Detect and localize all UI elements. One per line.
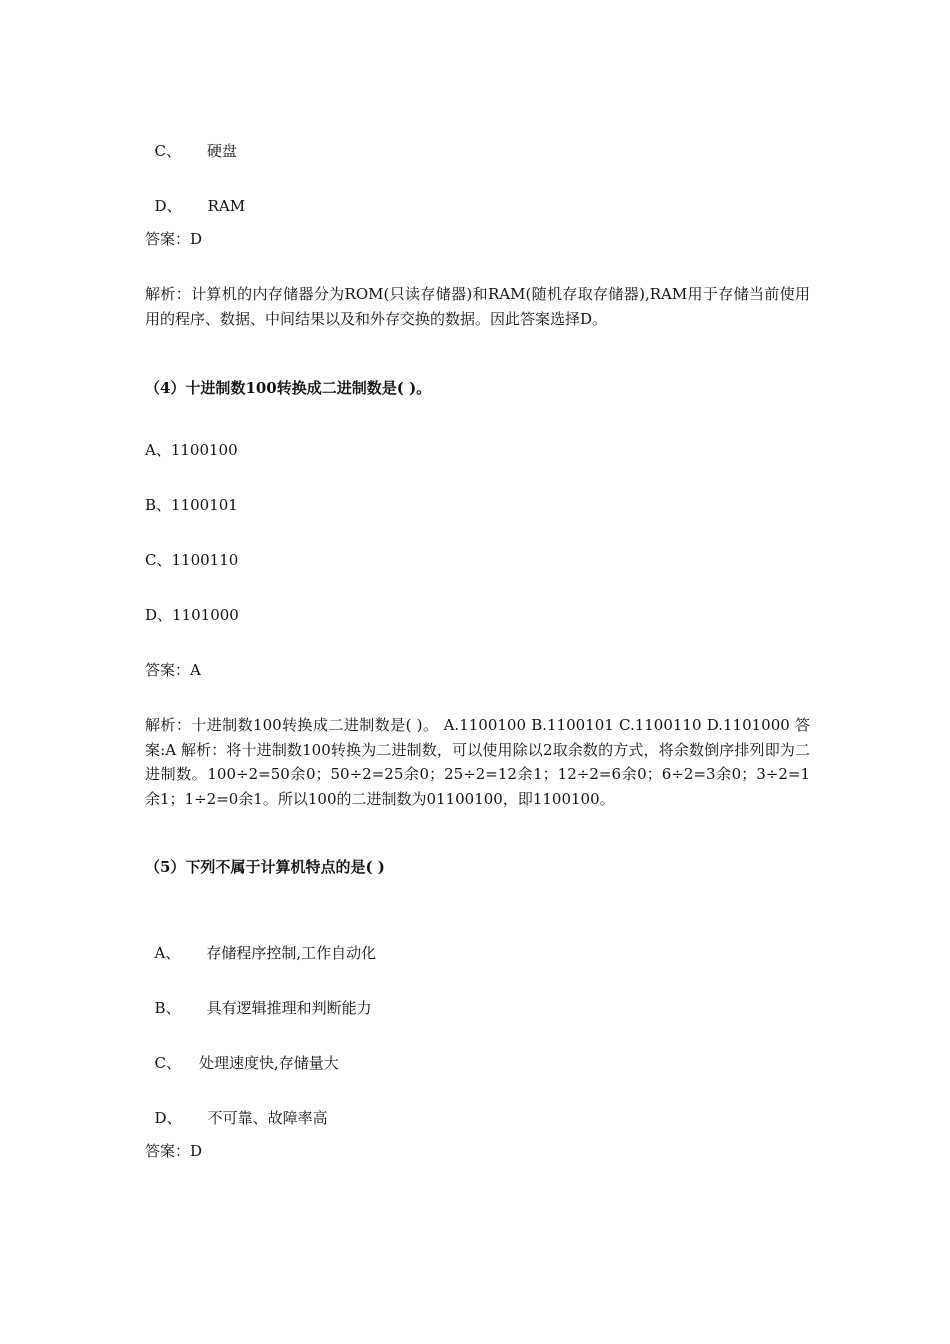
q5-option-c <box>145 1030 339 1074</box>
option-text: 处理速度快,存储量大 <box>199 1054 339 1072</box>
option-text: 不可靠、故障率高 <box>207 1109 328 1127</box>
option-label: C、 <box>154 142 182 160</box>
q4-option-c: C、1100110 <box>145 551 239 569</box>
q5-option-a <box>145 920 376 964</box>
q5-answer: 答案：D <box>145 1142 203 1160</box>
option-text: 硬盘 <box>207 142 238 160</box>
option-label: C、 <box>154 1054 182 1072</box>
q3-explanation: 解析：计算机的内存储器分为ROM(只读存储器)和RAM(随机存取存储器),RAM用于存储当前使用用的程序、数据、中间结果以及和外存交换的数据。因此答案选择D。 <box>145 285 810 328</box>
q3-option-c <box>145 118 237 162</box>
q5-option-b <box>145 975 372 1019</box>
q4-option-b: B、1100101 <box>145 496 238 514</box>
option-label: A、 <box>154 944 181 962</box>
option-text: 具有逻辑推理和判断能力 <box>206 999 372 1017</box>
option-label: D、 <box>154 1109 182 1127</box>
option-text: RAM <box>207 197 246 215</box>
q4-answer: 答案：A <box>145 661 201 679</box>
option-text: 存储程序控制,工作自动化 <box>206 944 377 962</box>
option-label: B、 <box>154 999 181 1017</box>
q3-answer: 答案：D <box>145 230 203 248</box>
q4-option-d: D、1101000 <box>145 606 239 624</box>
option-label: D、 <box>154 197 182 215</box>
q4-title: （4）十进制数100转换成二进制数是( )。 <box>145 379 432 397</box>
q4-option-a: A、1100100 <box>145 441 238 459</box>
q5-option-d <box>145 1085 328 1129</box>
q3-option-d <box>145 173 245 217</box>
q5-title: （5）下列不属于计算机特点的是( ) <box>145 858 385 876</box>
q4-explanation: 解析：十进制数100转换成二进制数是( )。 A.1100100 B.1100101 C.1100110 D.1101000 答案:A 解析：将十进制数100转换为二进制数，可以使用除以2取余数的方式，将余数倒序排列即为二进制数。100÷2=50余0；50÷2=25余0；25÷2=12余1；12÷2=6余0；6÷2=3余0；3÷2=1余1；1÷2=0余1。所以100的二进制数为01100100，即1100100。 <box>145 716 810 808</box>
